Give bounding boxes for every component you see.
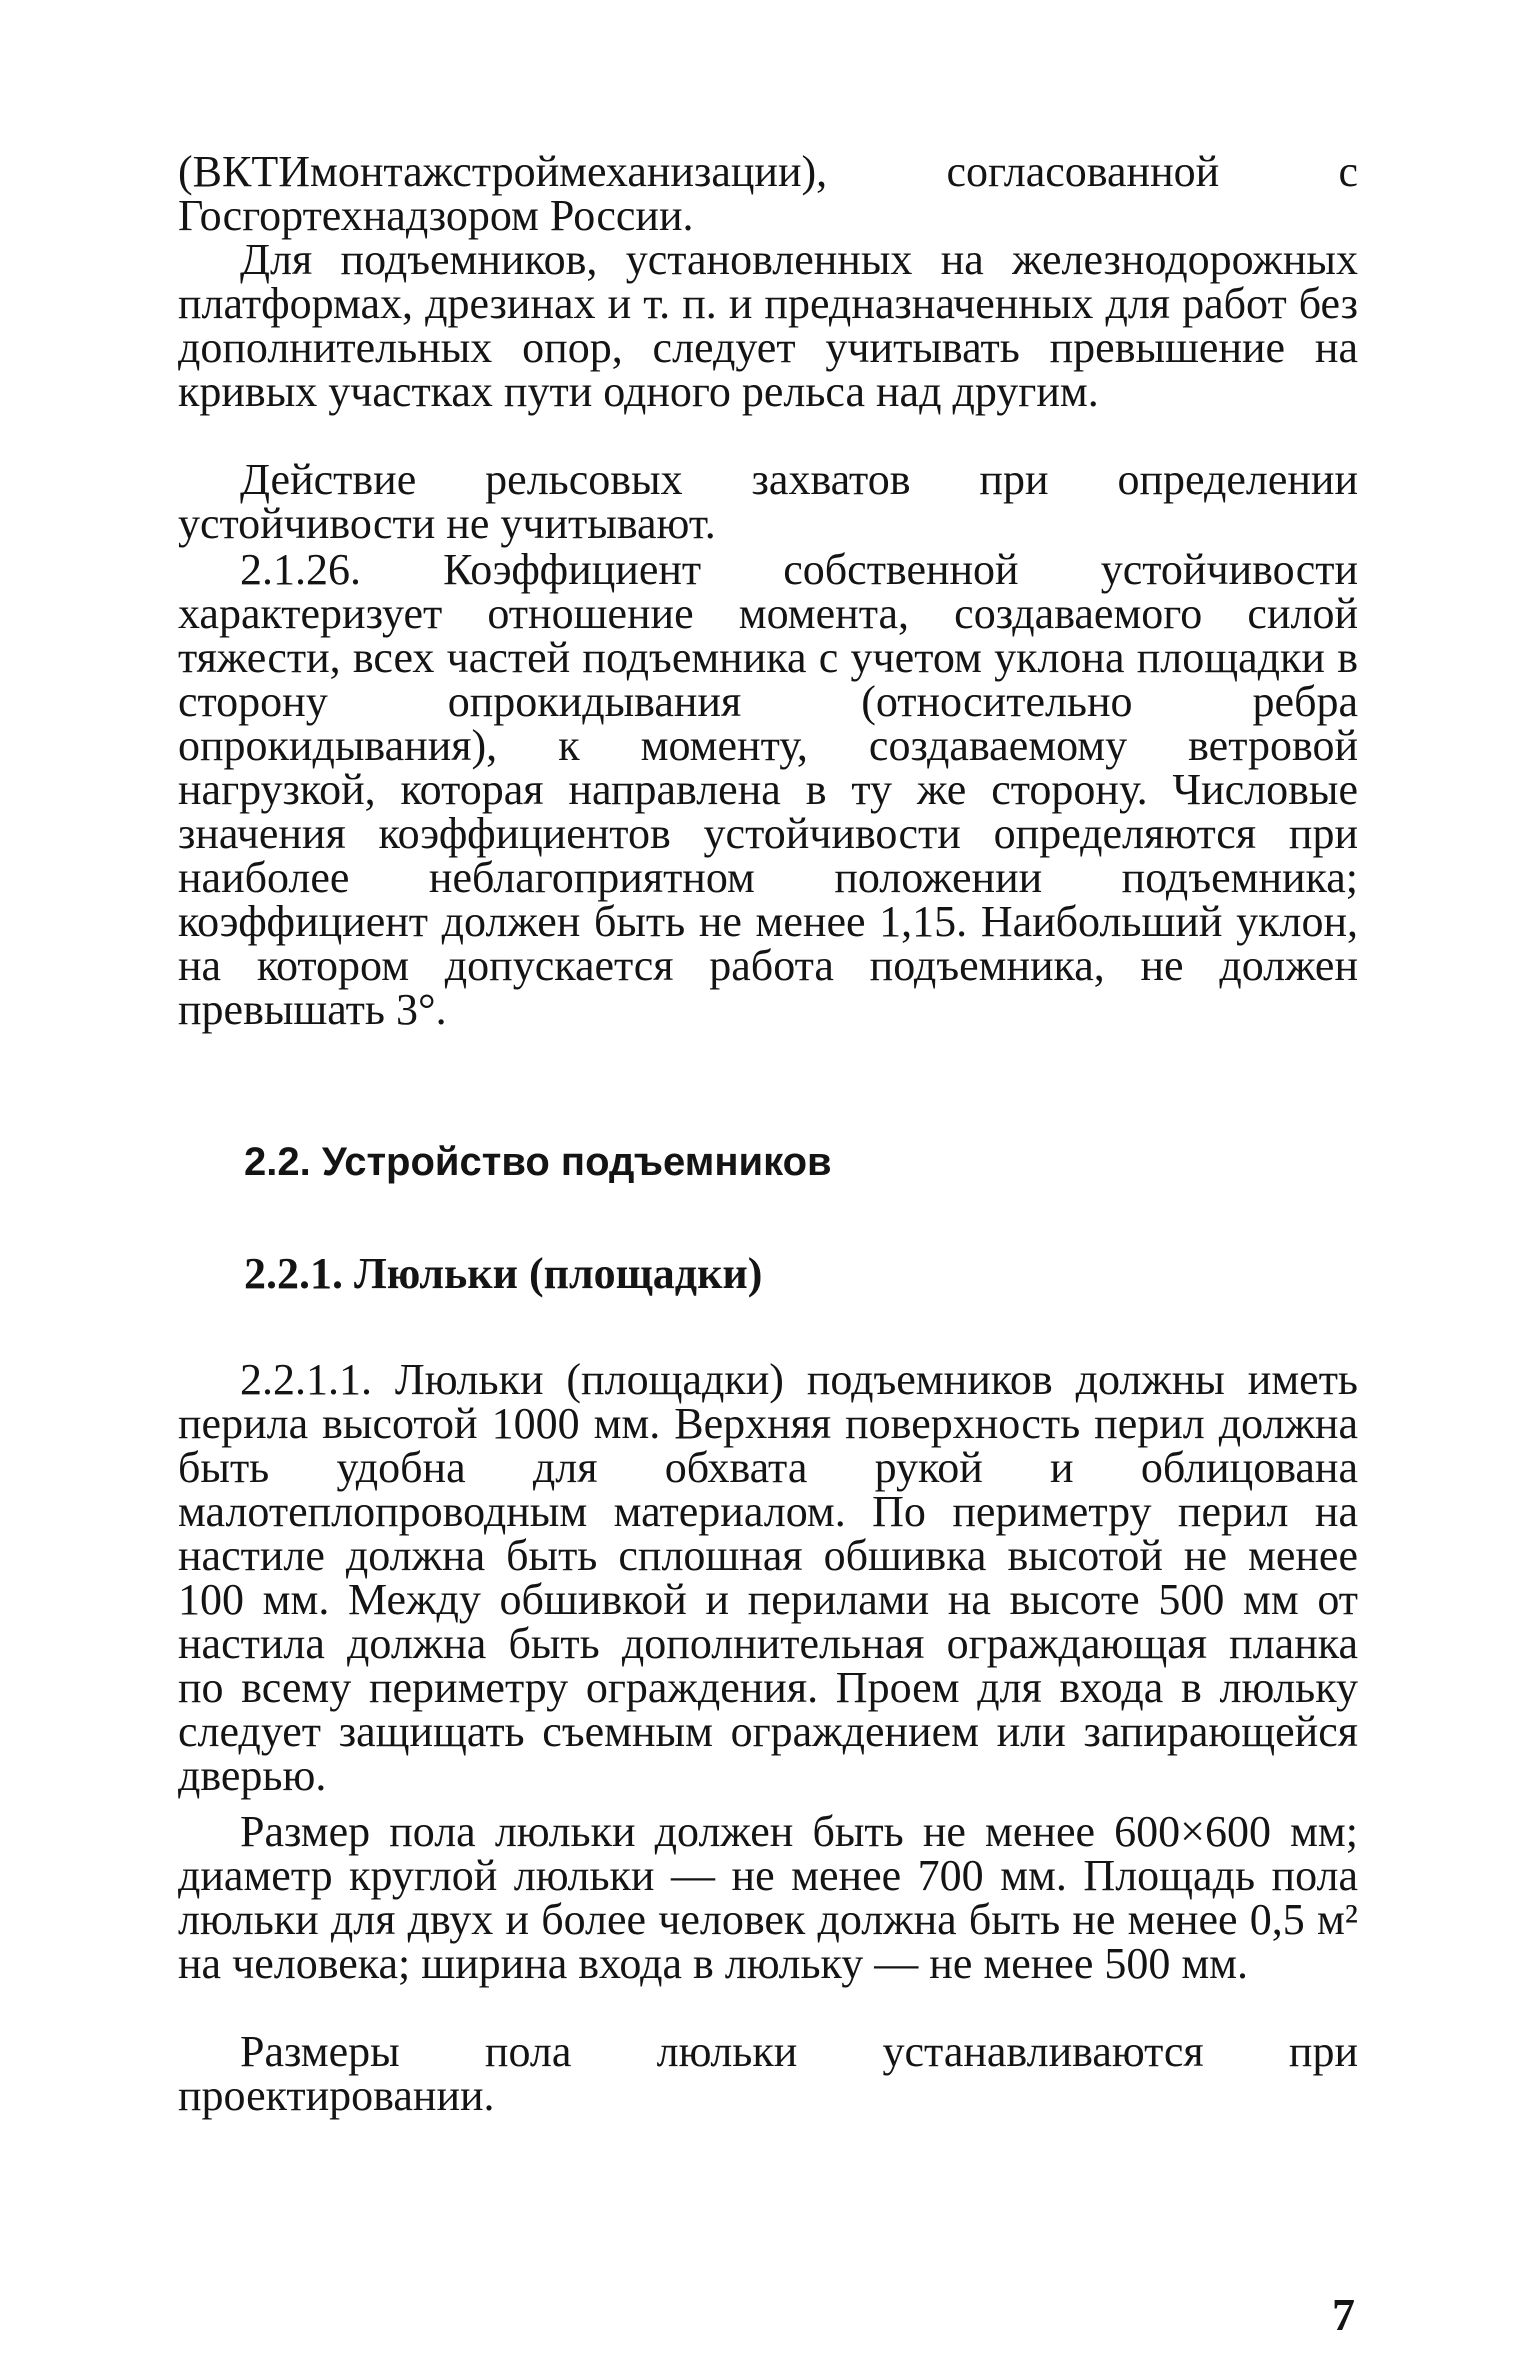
section-heading: 2.2. Устройство подъемников — [244, 1140, 832, 1184]
paragraph-2-1-26 — [178, 545, 1358, 1034]
page-number: 7 — [1332, 2289, 1355, 2340]
paragraph-2-2-1-1 — [178, 1355, 1358, 1800]
paragraph-floor-size — [178, 1807, 1358, 1988]
paragraph-approval-text: (ВКТИмонтажстроймеханизации), согласованной с Госгортехнадзором России. — [178, 147, 1358, 240]
paragraph-rail-grips — [178, 455, 1358, 548]
paragraph-approval — [178, 147, 1358, 240]
paragraph-2-1-26-text: 2.1.26. Коэффициент собственной устойчивости характеризует отношение момента, создаваемого силой тяжести, всех частей подъемника с учетом уклона площадки в сторону опрокидывания (относительно ребра опрокидывания), к моменту, создаваемому ветровой нагрузкой, которая направлена в ту же сторону. Числовые значения коэффициентов устойчивости определяются при наиболее неблагоприятном положении подъемника; коэффициент должен быть не менее 1,15. Наибольший уклон, на котором допускается работа подъемника, не должен превышать 3°. — [178, 545, 1358, 1034]
paragraph-railway-platforms-text: Для подъемников, установленных на железнодорожных платформах, дрезинах и т. п. и предназначенных для работ без дополнительных опор, следует учитывать превышение на кривых участках пути одного рельса над другим. — [178, 235, 1358, 416]
subsection-heading: 2.2.1. Люльки (площадки) — [244, 1249, 763, 1298]
paragraph-railway-platforms — [178, 235, 1358, 416]
paragraph-design-text: Размеры пола люльки устанавливаются при проектировании. — [178, 2027, 1358, 2120]
paragraph-2-2-1-1-text: 2.2.1.1. Люльки (площадки) подъемников должны иметь перила высотой 1000 мм. Верхняя поверхность перил должна быть удобна для обхвата рукой и облицована малотеплопроводным материалом. По периметру перил на настиле должна быть сплошная обшивка высотой не менее 100 мм. Между обшивкой и перилами на высоте 500 мм от настила должна быть дополнительная ограждающая планка по всему периметру ограждения. Проем для входа в люльку следует защищать съемным ограждением или запирающейся дверью. — [178, 1355, 1358, 1800]
paragraph-design — [178, 2027, 1358, 2120]
paragraph-rail-grips-text: Действие рельсовых захватов при определении устойчивости не учитывают. — [178, 455, 1358, 548]
paragraph-floor-size-text: Размер пола люльки должен быть не менее 600×600 мм; диаметр круглой люльки — не менее 700 мм. Площадь пола люльки для двух и более человек должна быть не менее 0,5 м² на человека; ширина входа в люльку — не менее 500 мм. — [178, 1807, 1358, 1988]
